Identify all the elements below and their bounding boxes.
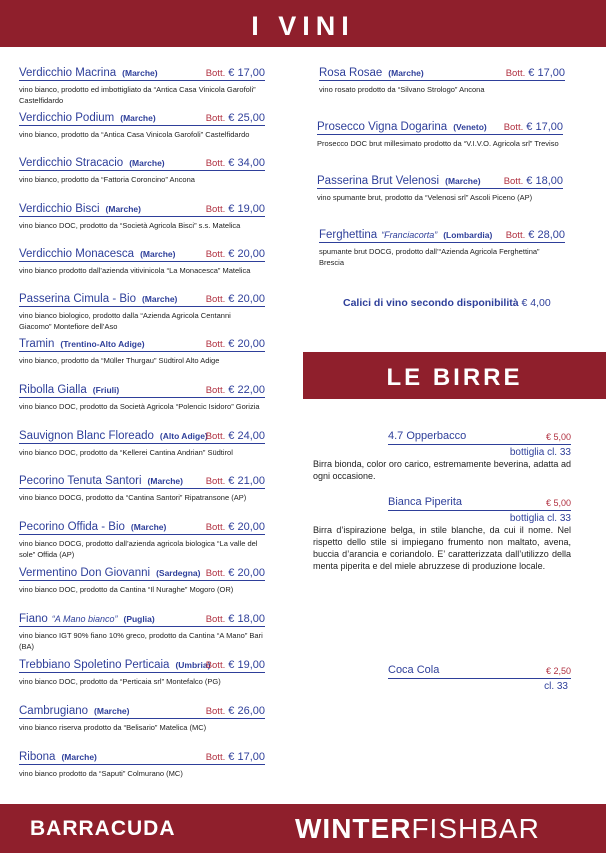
- footer-band: [0, 804, 606, 853]
- wine-description: vino bianco DOC, prodotto da “Perticaia srl” Montefalco (PG): [19, 677, 221, 686]
- wine-region: (Sardegna): [156, 568, 201, 578]
- price-label: Bott.: [205, 249, 226, 260]
- wine-description: vino bianco DOC, prodotto da Società Agricola “Polencic Isidoro” Gorizia: [19, 402, 260, 411]
- wine-price: € 17,00: [228, 67, 265, 79]
- wine-name: Sauvignon Blanc Floreado: [19, 430, 154, 442]
- wine-price: € 17,00: [228, 751, 265, 763]
- wine-region: (Friuli): [92, 385, 120, 395]
- wine-region: (Veneto): [453, 122, 487, 132]
- wine-description: vino bianco DOC, prodotto da “Kellerei Cantina Andrian” Südtirol: [19, 448, 233, 457]
- beer-item: [313, 430, 571, 482]
- price-label: Bott.: [205, 204, 226, 215]
- wine-description: vino bianco DOC, prodotto da Cantina “Il Nuraghe” Mogoro (OR): [19, 585, 234, 594]
- logo-light-part: FISHBAR: [411, 813, 540, 844]
- wine-price: € 20,00: [228, 521, 265, 533]
- wine-name: Verdicchio Stracacio: [19, 157, 124, 169]
- wine-region: (Lombardia): [443, 230, 493, 240]
- wine-price: € 20,00: [228, 248, 265, 260]
- price-label: Bott.: [205, 614, 226, 625]
- wine-region: (Marche): [94, 706, 130, 716]
- wine-price: € 19,00: [228, 203, 265, 215]
- wine-price: € 18,00: [526, 175, 563, 187]
- wine-description: vino bianco, prodotto da “Fattoria Coroncino” Ancona: [19, 175, 195, 184]
- wine-description: vino bianco prodotto da “Saputi” Colmurano (MC): [19, 769, 183, 778]
- wine-region: (Puglia): [123, 614, 155, 624]
- price-label: Bott.: [205, 294, 226, 305]
- wine-region: (Trentino-Alto Adige): [60, 339, 145, 349]
- wine-description: vino bianco, prodotto da “Müller Thurgau” Südtirol Alto Adige: [19, 356, 220, 365]
- wine-region: (Marche): [141, 294, 178, 304]
- wine-price: € 17,00: [528, 67, 565, 79]
- wine-item: [19, 474, 265, 503]
- wine-region: (Alto Adige): [159, 431, 208, 441]
- price-label: Bott.: [205, 660, 226, 671]
- wine-item: [19, 704, 265, 733]
- wine-name: Vermentino Don Giovanni: [19, 567, 151, 579]
- price-label: Bott.: [205, 113, 226, 124]
- price-label: Bott.: [505, 230, 526, 241]
- wine-description: vino bianco, prodotto ed imbottigliato da “Antica Casa Vinicola Garofoli” Castelfidardo: [19, 85, 256, 105]
- wine-item: [19, 292, 265, 332]
- wine-name: Trebbiano Spoletino Perticaia: [19, 659, 170, 671]
- price-label: Bott.: [205, 431, 226, 442]
- wine-item: [19, 566, 265, 595]
- wine-description: vino bianco DOCG, prodotto dall’azienda agricola biologica “La valle del sole” Offida (AP): [19, 539, 258, 559]
- header-band: [0, 0, 606, 47]
- wine-item: [317, 174, 563, 203]
- beer-name: Coca Cola: [388, 664, 440, 676]
- wine-price: € 22,00: [228, 384, 265, 396]
- wine-description: vino spumante brut, prodotto da “Velenosi srl” Ascoli Piceno (AP): [317, 193, 533, 202]
- price-label: Bott.: [205, 476, 226, 487]
- wine-name: Passerina Cimula - Bio: [19, 293, 136, 305]
- wine-price: € 19,00: [228, 659, 265, 671]
- wine-item: [19, 520, 265, 560]
- wine-description: spumante brut DOCG, prodotto dall’“Azienda Agricola Ferghettina” Brescia: [319, 247, 540, 267]
- wine-description: vino bianco riserva prodotto da “Belisario” Matelica (MC): [19, 723, 207, 732]
- page-title: I VINI: [251, 11, 355, 41]
- price-label: Bott.: [205, 706, 226, 717]
- calici-price: € 4,00: [521, 297, 551, 309]
- price-label: Bott.: [205, 522, 226, 533]
- price-label: Bott.: [205, 568, 226, 579]
- wine-name: Fiano: [19, 613, 48, 625]
- price-label: Bott.: [205, 752, 226, 763]
- wine-region: (Marche): [129, 158, 165, 168]
- wine-item: [19, 111, 265, 140]
- wine-price: € 18,00: [228, 613, 265, 625]
- price-label: Bott.: [503, 122, 524, 133]
- wine-region: (Marche): [122, 68, 158, 78]
- wine-description: vino bianco DOCG, prodotto da “Cantina Santori” Ripatransone (AP): [19, 493, 247, 502]
- wine-region: (Umbria): [175, 660, 211, 670]
- wine-name: Verdicchio Monacesca: [19, 248, 135, 260]
- wine-description: vino rosato prodotto da “Silvano Strologo” Ancona: [319, 85, 485, 94]
- beer-size: bottiglia cl. 33: [509, 513, 571, 524]
- wine-region: (Marche): [61, 752, 97, 762]
- wine-description: vino bianco prodotto dall’azienda vitivinicola “La Monacesca” Matelica: [19, 266, 251, 275]
- wine-price: € 25,00: [228, 112, 265, 124]
- wine-item: [19, 202, 265, 231]
- beer-price: € 5,00: [545, 498, 571, 508]
- wine-item: [19, 247, 265, 276]
- beer-item: [313, 664, 571, 692]
- wine-item: [19, 429, 265, 458]
- wine-name: Pecorino Offida - Bio: [19, 521, 125, 533]
- wine-description: vino bianco DOC, prodotto da “Società Agricola Bisci” s.s. Matelica: [19, 221, 241, 230]
- beer-size: bottiglia cl. 33: [509, 447, 571, 458]
- logo-bold-part: WINTER: [295, 813, 412, 844]
- wine-item: [19, 66, 265, 106]
- birre-header-band: [303, 352, 606, 399]
- wine-name: Verdicchio Macrina: [19, 67, 117, 79]
- wine-name: Ferghettina: [319, 229, 378, 241]
- beer-price: € 5,00: [545, 432, 571, 442]
- wine-price: € 20,00: [228, 293, 265, 305]
- wine-item: [319, 228, 565, 268]
- wine-name: Ribona: [19, 751, 56, 763]
- barracuda-logo: BARRACUDA: [30, 817, 176, 840]
- price-label: Bott.: [505, 68, 526, 79]
- wine-name: Rosa Rosae: [319, 67, 383, 79]
- calici-label: Calici di vino secondo disponibilità: [343, 297, 519, 309]
- winter-fishbar-logo: [295, 813, 540, 845]
- wine-item: [19, 156, 265, 185]
- wine-description: Prosecco DOC brut millesimato prodotto da “V.I.V.O. Agricola srl” Treviso: [317, 139, 559, 148]
- price-label: Bott.: [205, 158, 226, 169]
- wine-name: Verdicchio Bisci: [19, 203, 100, 215]
- price-label: Bott.: [205, 68, 226, 79]
- wine-description: vino bianco, prodotto da “Antica Casa Vinicola Garofoli” Castelfidardo: [19, 130, 250, 139]
- wine-price: € 26,00: [228, 705, 265, 717]
- wine-price: € 34,00: [228, 157, 265, 169]
- wine-name: Pecorino Tenuta Santori: [19, 475, 142, 487]
- beer-description: Birra d’ispirazione belga, in stile blanche, da cui il nome. Nel rispetto dello stile si impiegano frumento non maltato, avena, buccia d’arancia e coriandolo. E’ caratterizzata dall’utilizzo della menta piperita e del miele abruzzese di produzione locale.: [313, 525, 571, 571]
- wine-name: Ribolla Gialla: [19, 384, 87, 396]
- calici-note: [343, 297, 551, 309]
- wine-region: (Marche): [147, 476, 183, 486]
- wine-region: (Marche): [388, 68, 424, 78]
- beer-size: cl. 33: [544, 681, 568, 692]
- beer-name: 4.7 Opperbacco: [388, 430, 467, 442]
- wine-region: (Marche): [445, 176, 481, 186]
- beer-price: € 2,50: [545, 666, 571, 676]
- beer-name: Bianca Piperita: [388, 496, 462, 508]
- wine-item: [19, 337, 265, 366]
- wine-price: € 20,00: [228, 338, 265, 350]
- wine-name: Passerina Brut Velenosi: [317, 175, 440, 187]
- wine-item: [319, 66, 565, 95]
- wine-item: [19, 658, 265, 687]
- wine-price: € 20,00: [228, 567, 265, 579]
- wine-name: Tramin: [19, 338, 55, 350]
- wine-subname: “Franciacorta”: [381, 230, 438, 240]
- wine-item: [19, 612, 265, 652]
- wine-price: € 28,00: [528, 229, 565, 241]
- wine-subname: “A Mano bianco”: [51, 614, 118, 624]
- wine-name: Prosecco Vigna Dogarina: [317, 121, 448, 133]
- price-label: Bott.: [205, 385, 226, 396]
- price-label: Bott.: [205, 339, 226, 350]
- wine-description: vino bianco biologico, prodotto dalla “Azienda Agricola Centanni Giacomo” Montefiore dell’Aso: [19, 311, 231, 331]
- wine-region: (Marche): [130, 522, 167, 532]
- wine-region: (Marche): [120, 113, 156, 123]
- wine-name: Cambrugiano: [19, 705, 89, 717]
- wine-name: Verdicchio Podium: [19, 112, 115, 124]
- wine-price: € 21,00: [228, 475, 265, 487]
- beer-item: [313, 496, 571, 572]
- birre-title: LE BIRRE: [386, 364, 523, 391]
- wine-item: [19, 383, 265, 412]
- wine-region: (Marche): [105, 204, 141, 214]
- wine-region: (Marche): [140, 249, 176, 259]
- wine-description: vino bianco IGT 90% fiano 10% greco, prodotto da Cantina “A Mano” Bari (BA): [19, 631, 263, 651]
- wine-price: € 24,00: [228, 430, 265, 442]
- wine-item: [317, 120, 563, 149]
- wine-price: € 17,00: [526, 121, 563, 133]
- wine-item: [19, 750, 265, 779]
- price-label: Bott.: [503, 176, 524, 187]
- beer-description: Birra bionda, color oro carico, estremamente beverina, adatta ad ogni occasione.: [313, 459, 571, 481]
